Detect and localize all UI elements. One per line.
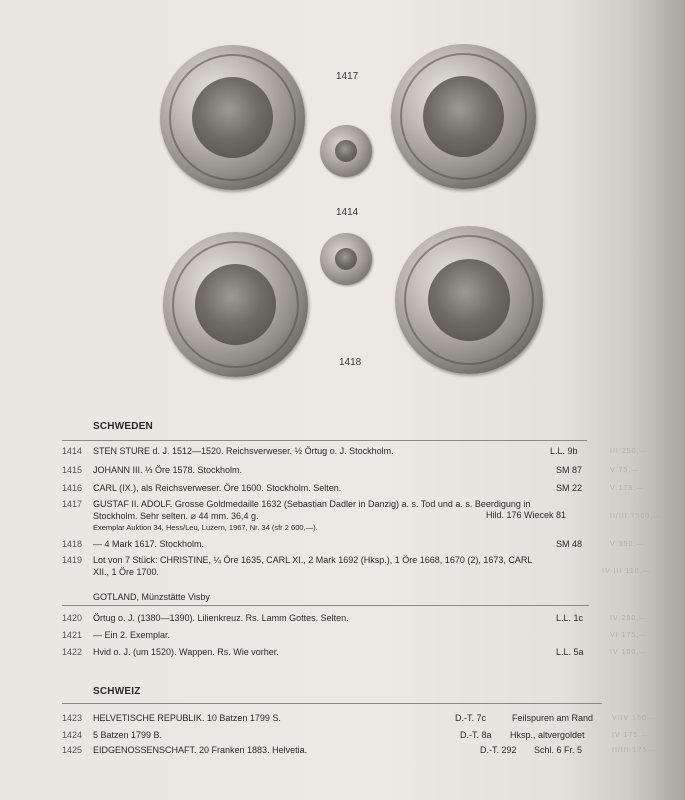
lot-reference: L.L. 1c — [556, 613, 584, 623]
lot-description: CARL (IX.), als Reichsverweser. Öre 1600. Stockholm. Selten. — [93, 483, 342, 493]
catalog-lot — [62, 554, 662, 580]
coin-device — [335, 248, 358, 271]
lot-grade-price: V 75,— — [610, 467, 640, 474]
section-divider — [62, 440, 587, 441]
lot-reference: D.-T. 7c — [455, 713, 487, 723]
coin-small-obverse — [320, 233, 372, 285]
lot-grade-price: VI 175,— — [610, 632, 648, 639]
section-heading: SCHWEIZ — [93, 686, 141, 697]
lot-reference: L.L. 5a — [556, 647, 584, 657]
lot-description: STEN STURE d. J. 1512—1520. Reichsverweser. ½ Örtug o. J. Stockholm. — [93, 446, 394, 456]
catalog-lot — [62, 464, 662, 478]
lot-number: 1425 — [62, 745, 83, 755]
coin-portrait — [195, 264, 276, 345]
lot-number: 1423 — [62, 713, 83, 723]
lot-grade-price: III 250,— — [610, 448, 648, 455]
coin-1417-obverse — [160, 45, 305, 190]
catalog-lot — [62, 629, 662, 643]
catalog-lot — [62, 729, 662, 743]
coin-device — [423, 76, 504, 157]
lot-number: 1415 — [62, 465, 83, 475]
lot-description: Hvid o. J. (um 1520). Wappen. Rs. Wie vorher. — [93, 647, 279, 657]
lot-description: — Ein 2. Exemplar. — [93, 630, 171, 640]
lot-description: HELVETISCHE REPUBLIK. 10 Batzen 1799 S. — [93, 713, 281, 723]
lot-remark: Schl. 6 Fr. 5 — [534, 745, 583, 755]
catalog-lot — [62, 612, 662, 626]
catalog-lot — [62, 538, 662, 552]
catalog-lot — [62, 445, 662, 459]
lot-reference: L.L. 9b — [550, 446, 578, 456]
lot-grade-price: II/III 175,— — [612, 747, 659, 754]
lot-provenance-note: Exemplar Auktion 34, Hess/Leu, Luzern, 1967, Nr. 34 (sfr 2 600,—). — [93, 523, 318, 532]
lot-reference: SM 48 — [556, 539, 583, 549]
lot-grade-price: V/IV 150,— — [612, 715, 658, 722]
catalog-lot — [62, 498, 662, 534]
lot-grade-price: IV 175,— — [612, 732, 650, 739]
section-divider — [62, 605, 589, 606]
lot-number: 1424 — [62, 730, 83, 740]
lot-description: Lot von 7 Stück: CHRISTINE, ¼ Öre 1635, CARL XI., 2 Mark 1692 (Hksp.), 1 Öre 1668, 1670 (2), 1673, CARL — [93, 555, 533, 565]
lot-description: EIDGENOSSENSCHAFT. 20 Franken 1883. Helvetia. — [93, 745, 308, 755]
lot-number: 1416 — [62, 483, 83, 493]
lot-number: 1420 — [62, 613, 83, 623]
lot-grade-price: V 350,— — [610, 541, 645, 548]
lot-number: 1418 — [62, 539, 83, 549]
lot-description-continued: Stockholm. Sehr selten. ⌀ 44 mm. 36,4 g. — [93, 511, 259, 521]
coin-device — [335, 140, 358, 163]
lot-description: GUSTAF II. ADOLF. Grosse Goldmedaille 1632 (Sebastian Dadler in Danzig) a. s. Tod und a. s. Beerdigung in — [93, 499, 531, 509]
lot-grade-price: IV 250,— — [610, 615, 648, 622]
lot-description: 5 Batzen 1799 B. — [93, 730, 163, 740]
coin-1418-obverse — [163, 232, 308, 377]
lot-grade-price: IV-III 110,— — [602, 568, 651, 575]
lot-reference: D.-T. 292 — [480, 745, 517, 755]
coin-1417-reverse — [391, 44, 536, 189]
coin-number-label: 1418 — [339, 357, 362, 368]
coin-1418-reverse — [395, 226, 543, 374]
lot-reference: SM 87 — [556, 465, 583, 475]
section-heading: SCHWEDEN — [93, 421, 153, 432]
coin-portrait — [192, 77, 273, 158]
lot-description: — 4 Mark 1617. Stockholm. — [93, 539, 205, 549]
coin-1414-obverse — [320, 125, 372, 177]
catalog-lot — [62, 744, 662, 758]
lot-number: 1422 — [62, 647, 83, 657]
lot-reference: D.-T. 8a — [460, 730, 492, 740]
lot-grade-price: IV 100,— — [610, 649, 648, 656]
subsection-heading: GOTLAND, Münzstätte Visby — [93, 592, 210, 602]
lot-grade-price: V 175,— — [610, 485, 645, 492]
lot-number: 1421 — [62, 630, 83, 640]
lot-remark: Hksp., altvergoldet — [510, 730, 585, 740]
coin-number-label: 1417 — [336, 71, 359, 82]
catalog-lot — [62, 646, 662, 660]
lot-reference: SM 22 — [556, 483, 583, 493]
coin-number-label: 1414 — [336, 207, 359, 218]
lot-description-continued: XII., 1 Öre 1700. — [93, 567, 160, 577]
catalog-lot — [62, 712, 662, 726]
section-divider — [62, 703, 602, 704]
lot-number: 1417 — [62, 499, 83, 509]
catalog-lot — [62, 482, 662, 496]
lot-description: Örtug o. J. (1380—1390). Lilienkreuz. Rs. Lamm Gottes. Selten. — [93, 613, 349, 623]
lot-number: 1419 — [62, 555, 83, 565]
lot-description: JOHANN III. ⅓ Öre 1578. Stockholm. — [93, 465, 243, 475]
lot-reference: Hild. 176 Wiecek 81 — [486, 510, 567, 520]
lot-remark: Feilspuren am Rand — [512, 713, 594, 723]
lot-grade-price: II/III 7500,— — [610, 513, 662, 520]
lot-number: 1414 — [62, 446, 83, 456]
